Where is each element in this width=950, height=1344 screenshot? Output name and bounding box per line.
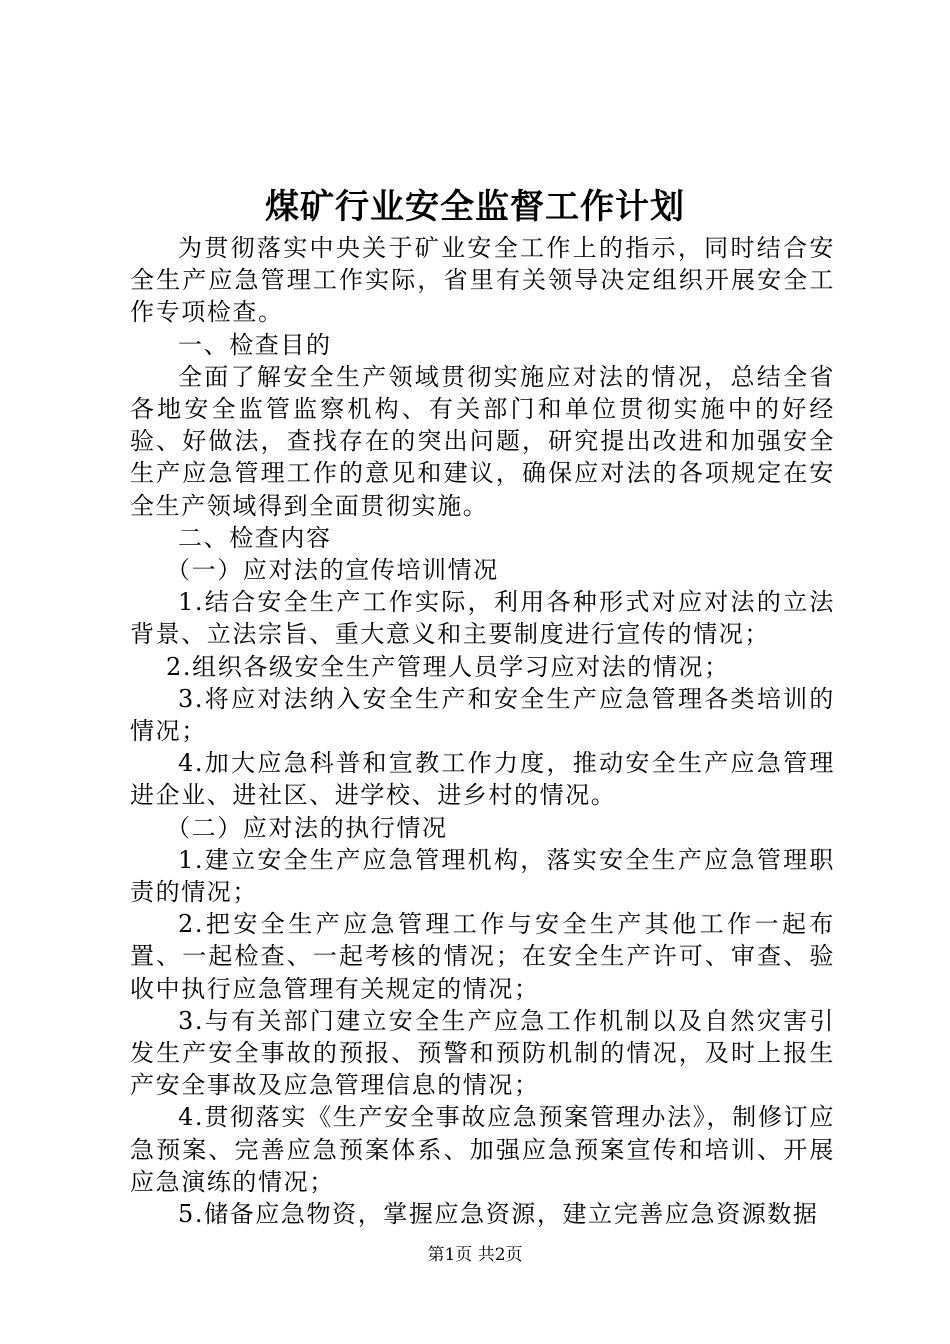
intro-paragraph: 为贯彻落实中央关于矿业安全工作上的指示，同时结合安全生产应急管理工作实际，省里有关领导决定组织开展安全工作专项检查。 [130,234,835,327]
list-item: 1.结合安全生产工作实际，利用各种形式对应对法的立法背景、立法宗旨、重大意义和主要制度进行宣传的情况； [130,588,835,649]
list-item: 1.建立安全生产应急管理机构，落实安全生产应急管理职责的情况； [130,845,835,907]
list-item: 4.贯彻落实《生产安全事故应急预案管理办法》，制修订应急预案、完善应急预案体系、加强应急预案宣传和培训、开展应急演练的情况； [130,1103,835,1196]
list-item: 3.将应对法纳入安全生产和安全生产应急管理各类培训的情况； [130,684,835,746]
list-item: 2.把安全生产应急管理工作与安全生产其他工作一起布置、一起检查、一起考核的情况；在安全生产许可、审查、验收中执行应急管理有关规定的情况； [130,910,835,1003]
list-item: 4.加大应急科普和宣教工作力度，推动安全生产应急管理进企业、进社区、进学校、进乡村的情况。 [130,749,835,810]
purpose-paragraph: 全面了解安全生产领域贯彻实施应对法的情况，总结全省各地安全监管监察机构、有关部门和单位贯彻实施中的好经验、好做法，查找存在的突出问题，研究提出改进和加强安全生产应急管理工作的意见和建议，确保应对法的各项规定在安全生产领域得到全面贯彻实施。 [130,362,835,520]
page-number-footer: 第1页 共2页 [427,1245,523,1265]
document-body [130,232,835,1230]
subsection-heading-execution: （二）应对法的执行情况 [166,813,448,842]
section-heading-content: 二、检查内容 [178,523,332,552]
list-item: 3.与有关部门建立安全生产应急工作机制以及自然灾害引发生产安全事故的预报、预警和预防机制的情况，及时上报生产安全事故及应急管理信息的情况； [130,1006,835,1100]
list-item: 5.储备应急物资，掌握应急资源，建立完善应急资源数据 [178,1200,819,1229]
list-item: 2.组织各级安全生产管理人员学习应对法的情况； [166,652,730,681]
section-heading-purpose: 一、检查目的 [178,330,332,359]
subsection-heading-training: （一）应对法的宣传培训情况 [166,556,499,585]
document-title: 煤矿行业安全监督工作计划 [265,187,685,227]
